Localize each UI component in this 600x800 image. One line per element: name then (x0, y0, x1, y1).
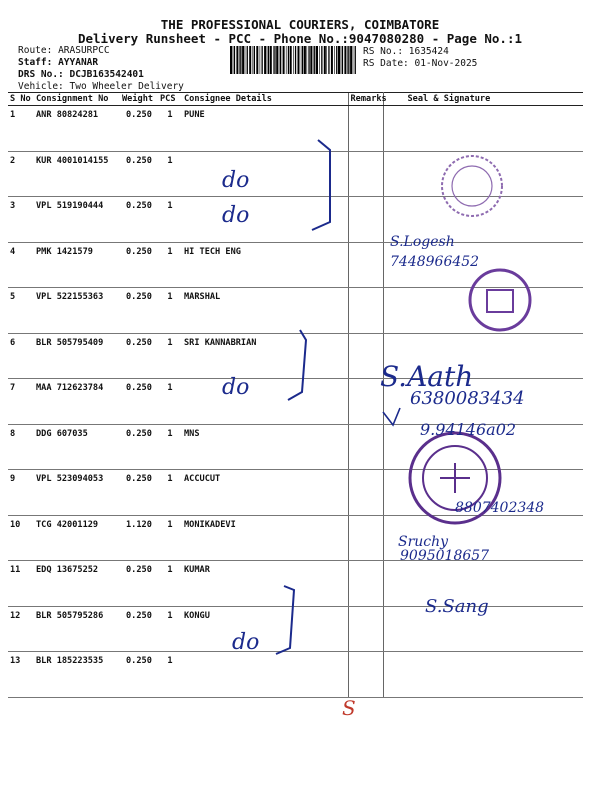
cell-sno: 5 (8, 288, 34, 334)
cell-sno: 10 (8, 515, 34, 561)
signature-phone: 8807402348 (455, 500, 545, 516)
cell-weight: 0.250 (120, 333, 158, 379)
cell-weight: 0.250 (120, 606, 158, 652)
cell-consignment: KUR 4001014155 (34, 151, 120, 197)
document-title: THE PROFESSIONAL COURIERS, COIMBATORE (160, 17, 440, 32)
footer-mark: S (342, 696, 356, 720)
cell-pcs: 1 (158, 379, 182, 425)
cell-consignee: KUMAR (182, 561, 348, 607)
cell-sno: 4 (8, 242, 34, 288)
cell-pcs: 1 (158, 288, 182, 334)
col-consignee: Consignee Details (182, 93, 348, 106)
cell-weight: 0.250 (120, 470, 158, 516)
cell-weight: 0.250 (120, 151, 158, 197)
cell-consignment: TCG 42001129 (34, 515, 120, 561)
drs-label: DRS No.: (18, 69, 64, 80)
cell-pcs: 1 (158, 424, 182, 470)
cell-pcs: 1 (158, 333, 182, 379)
cell-weight: 0.250 (120, 197, 158, 243)
cell-weight: 0.250 (120, 288, 158, 334)
cell-consignment: ANR 80824281 (34, 106, 120, 152)
cell-sno: 11 (8, 561, 34, 607)
vehicle-value: Two Wheeler Delivery (69, 81, 184, 92)
cell-consignee: MNS (182, 424, 348, 470)
cell-sno: 7 (8, 379, 34, 425)
signature-phone: 6380083434 (410, 388, 525, 409)
cell-pcs: 1 (158, 561, 182, 607)
cell-consignment: BLR 505795286 (34, 606, 120, 652)
signature-name: S.Aath (380, 360, 474, 393)
cell-pcs: 1 (158, 652, 182, 698)
ditto-mark: do (222, 375, 250, 400)
cell-sno: 1 (8, 106, 34, 152)
cell-pcs: 1 (158, 197, 182, 243)
cell-sno: 12 (8, 606, 34, 652)
cell-weight: 1.120 (120, 515, 158, 561)
cell-pcs: 1 (158, 106, 182, 152)
cell-pcs: 1 (158, 242, 182, 288)
cell-weight: 0.250 (120, 561, 158, 607)
cell-sno: 8 (8, 424, 34, 470)
cell-consignment: EDQ 13675252 (34, 561, 120, 607)
staff-value: AYYANAR (58, 57, 99, 68)
cell-pcs: 1 (158, 606, 182, 652)
cell-pcs: 1 (158, 515, 182, 561)
cell-consignee: HI TECH ENG (182, 242, 348, 288)
cell-consignee: KONGU (182, 606, 348, 652)
cell-sno: 6 (8, 333, 34, 379)
signature-phone: 7448966452 (390, 254, 480, 270)
col-pcs: PCS (158, 93, 182, 106)
cell-consignment: BLR 185223535 (34, 652, 120, 698)
route-value: ARASURPCC (58, 45, 110, 56)
ditto-mark: do (222, 203, 250, 228)
col-consignment: Consignment No (34, 93, 120, 106)
cell-sno: 2 (8, 151, 34, 197)
vehicle-label: Vehicle: (18, 81, 64, 92)
staff-label: Staff: (18, 57, 53, 68)
ditto-mark: do (232, 630, 260, 655)
cell-consignee: ACCUCUT (182, 470, 348, 516)
rs-number: RS No.: 1635424 (363, 46, 449, 57)
signature-name: S.Logesh (390, 234, 455, 250)
cell-weight: 0.250 (120, 652, 158, 698)
cell-pcs: 1 (158, 470, 182, 516)
cell-consignee: SRI KANNABRIAN (182, 333, 348, 379)
col-sno: S No (8, 93, 34, 106)
runsheet-subtitle: Delivery Runsheet - PCC - Phone No.:9047080280 - Page No.:1 (77, 31, 522, 46)
cell-pcs: 1 (158, 151, 182, 197)
signature-name: Sruchy (398, 534, 449, 550)
signature-phone: 9.94146a02 (420, 420, 517, 439)
col-remarks: Remarks (348, 93, 383, 106)
cell-consignment: PMK 1421579 (34, 242, 120, 288)
cell-consignee: PUNE (182, 106, 348, 152)
col-seal-signature: Seal & Signature (383, 93, 583, 106)
cell-sno: 13 (8, 652, 34, 698)
cell-consignee: MONIKADEVI (182, 515, 348, 561)
cell-consignment: VPL 522155363 (34, 288, 120, 334)
cell-consignment: VPL 523094053 (34, 470, 120, 516)
cell-weight: 0.250 (120, 242, 158, 288)
cell-consignment: MAA 712623784 (34, 379, 120, 425)
cell-consignment: DDG 607035 (34, 424, 120, 470)
cell-consignee: MARSHAL (182, 288, 348, 334)
signature-name: S.Sang (425, 596, 489, 617)
col-weight: Weight (120, 93, 158, 106)
cell-consignment: VPL 519190444 (34, 197, 120, 243)
drs-value: DCJB163542401 (69, 69, 144, 80)
cell-consignment: BLR 505795409 (34, 333, 120, 379)
cell-sno: 9 (8, 470, 34, 516)
route-label: Route: (18, 45, 53, 56)
rs-date: RS Date: 01-Nov-2025 (363, 58, 478, 69)
ditto-mark: do (222, 168, 250, 193)
signature-phone: 9095018657 (400, 548, 490, 564)
cell-weight: 0.250 (120, 424, 158, 470)
cell-sno: 3 (8, 197, 34, 243)
cell-weight: 0.250 (120, 379, 158, 425)
cell-weight: 0.250 (120, 106, 158, 152)
